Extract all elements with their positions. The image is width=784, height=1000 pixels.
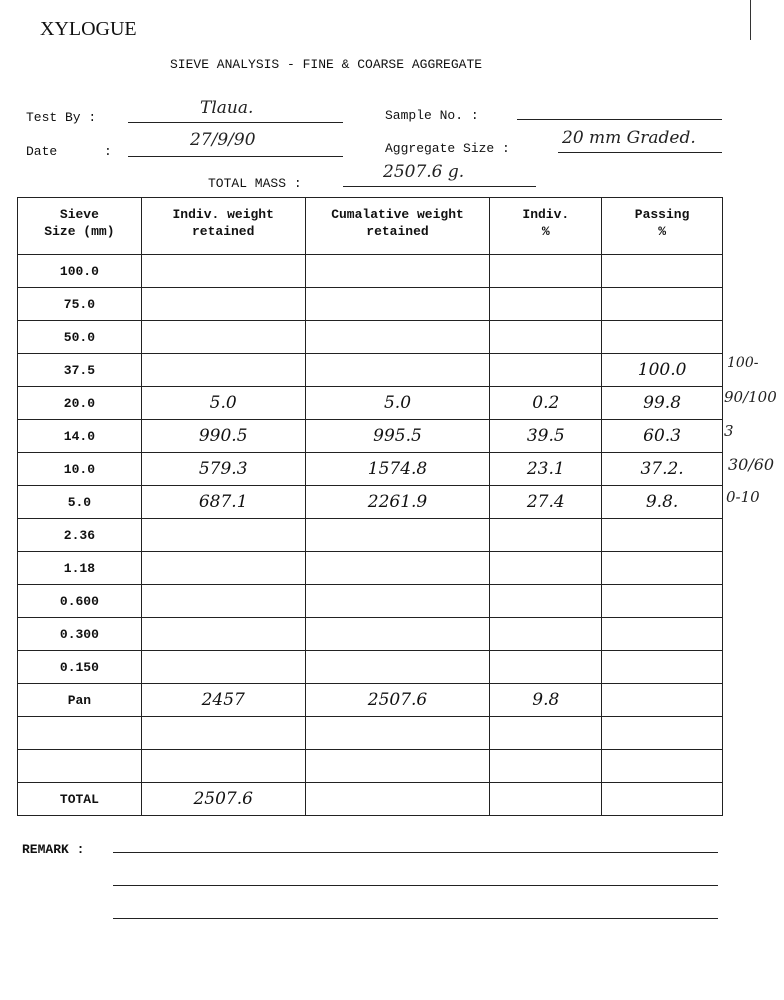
value-cell[interactable] [490,717,602,750]
sieve-size-cell: 14.0 [18,420,142,453]
value-cell[interactable]: 9.8 [490,684,602,717]
value-cell[interactable] [490,321,602,354]
value-cell[interactable] [490,783,602,816]
sample-no-label: Sample No. : [385,108,479,123]
value-cell[interactable] [602,288,723,321]
margin-note: 0-10 [726,488,760,506]
date-label: Date : [26,144,112,159]
total-mass-value[interactable]: 2507.6 g. [383,162,465,182]
value-cell[interactable] [602,552,723,585]
value-cell[interactable]: 5.0 [141,387,305,420]
value-cell[interactable]: 687.1 [141,486,305,519]
sieve-size-cell: 5.0 [18,486,142,519]
value-cell[interactable] [490,288,602,321]
value-cell[interactable]: 5.0 [305,387,490,420]
column-header: Sieve Size (mm) [18,198,142,255]
company-name: XYLOGUE [40,18,137,40]
value-cell[interactable] [305,255,490,288]
date-value[interactable]: 27/9/90 [190,130,256,150]
value-cell[interactable] [141,552,305,585]
value-cell[interactable]: 995.5 [305,420,490,453]
value-cell[interactable] [602,651,723,684]
table-row [18,453,723,486]
value-cell[interactable] [305,552,490,585]
table-row [18,783,723,816]
sieve-size-cell: 2.36 [18,519,142,552]
total-mass-line [343,186,536,187]
value-cell[interactable] [602,585,723,618]
table-row [18,651,723,684]
sieve-size-cell: 75.0 [18,288,142,321]
table-row [18,321,723,354]
sieve-size-cell: 10.0 [18,453,142,486]
sieve-size-cell: 1.18 [18,552,142,585]
value-cell[interactable] [141,750,305,783]
value-cell[interactable]: 2457 [141,684,305,717]
value-cell[interactable]: 2261.9 [305,486,490,519]
form-title: SIEVE ANALYSIS - FINE & COARSE AGGREGATE [170,57,483,72]
table-row [18,486,723,519]
value-cell[interactable]: 0.2 [490,387,602,420]
remark-line[interactable] [113,885,718,886]
value-cell[interactable]: 99.8 [602,387,723,420]
test-by-label: Test By : [26,110,97,125]
table-row [18,387,723,420]
remark-line[interactable] [113,918,718,919]
value-cell[interactable] [141,651,305,684]
value-cell[interactable] [602,255,723,288]
table-row [18,552,723,585]
table-row [18,750,723,783]
value-cell[interactable] [602,519,723,552]
value-cell[interactable] [141,618,305,651]
value-cell[interactable] [490,255,602,288]
value-cell[interactable]: 100.0 [602,354,723,387]
value-cell[interactable] [305,783,490,816]
margin-note: 100- [727,355,759,371]
value-cell[interactable] [141,321,305,354]
value-cell[interactable] [305,321,490,354]
margin-note: 90/100 [724,388,777,406]
sieve-size-cell: 20.0 [18,387,142,420]
date-line [128,156,343,157]
sieve-size-cell: 50.0 [18,321,142,354]
value-cell[interactable] [141,519,305,552]
remark-line[interactable] [113,852,718,853]
sieve-size-cell: 0.600 [18,585,142,618]
value-cell[interactable]: 39.5 [490,420,602,453]
value-cell[interactable] [602,321,723,354]
value-cell[interactable] [602,618,723,651]
value-cell[interactable]: 27.4 [490,486,602,519]
aggregate-size-line [558,152,722,153]
value-cell[interactable]: 37.2. [602,453,723,486]
total-mass-label: TOTAL MASS : [208,176,302,191]
value-cell[interactable] [141,585,305,618]
value-cell[interactable] [490,552,602,585]
table-row [18,684,723,717]
value-cell[interactable] [305,750,490,783]
sample-no-line[interactable] [517,119,722,120]
sieve-size-cell: 37.5 [18,354,142,387]
margin-note: 30/60 [728,455,775,474]
table-row [18,585,723,618]
value-cell[interactable] [490,585,602,618]
sieve-size-cell [18,750,142,783]
value-cell[interactable]: 60.3 [602,420,723,453]
value-cell[interactable] [305,651,490,684]
table-row [18,618,723,651]
value-cell[interactable] [305,717,490,750]
value-cell[interactable] [490,750,602,783]
value-cell[interactable] [602,783,723,816]
table-row [18,354,723,387]
value-cell[interactable]: 579.3 [141,453,305,486]
value-cell[interactable] [602,684,723,717]
value-cell[interactable] [141,354,305,387]
sieve-size-cell: 0.150 [18,651,142,684]
table-row [18,255,723,288]
value-cell[interactable] [490,651,602,684]
value-cell[interactable] [141,717,305,750]
value-cell[interactable] [141,255,305,288]
column-header: Indiv. % [490,198,602,255]
value-cell[interactable]: 9.8. [602,486,723,519]
value-cell[interactable] [305,519,490,552]
test-by-value[interactable]: Tlaua. [200,98,254,118]
value-cell[interactable]: 23.1 [490,453,602,486]
value-cell[interactable] [305,354,490,387]
table-row [18,288,723,321]
aggregate-size-value[interactable]: 20 mm Graded. [562,128,696,148]
value-cell[interactable]: 990.5 [141,420,305,453]
margin-note: 3 [724,422,734,440]
aggregate-size-label: Aggregate Size : [385,141,510,156]
table-row [18,420,723,453]
value-cell[interactable]: 2507.6 [305,684,490,717]
test-by-line [128,122,343,123]
value-cell[interactable] [305,585,490,618]
sieve-size-cell: 100.0 [18,255,142,288]
value-cell[interactable] [490,618,602,651]
value-cell[interactable]: 2507.6 [141,783,305,816]
sieve-size-cell: 0.300 [18,618,142,651]
value-cell[interactable] [305,288,490,321]
value-cell[interactable] [305,618,490,651]
table-row [18,717,723,750]
value-cell[interactable] [490,354,602,387]
sieve-size-cell: Pan [18,684,142,717]
sieve-size-cell: TOTAL [18,783,142,816]
scan-edge [750,0,751,40]
column-header: Cumalative weight retained [305,198,490,255]
value-cell[interactable] [141,288,305,321]
value-cell[interactable] [602,750,723,783]
table-row [18,519,723,552]
column-header: Passing % [602,198,723,255]
value-cell[interactable]: 1574.8 [305,453,490,486]
sieve-size-cell [18,717,142,750]
sieve-table [17,197,723,816]
column-header: Indiv. weight retained [141,198,305,255]
value-cell[interactable] [602,717,723,750]
remark-label: REMARK : [22,842,85,857]
value-cell[interactable] [490,519,602,552]
